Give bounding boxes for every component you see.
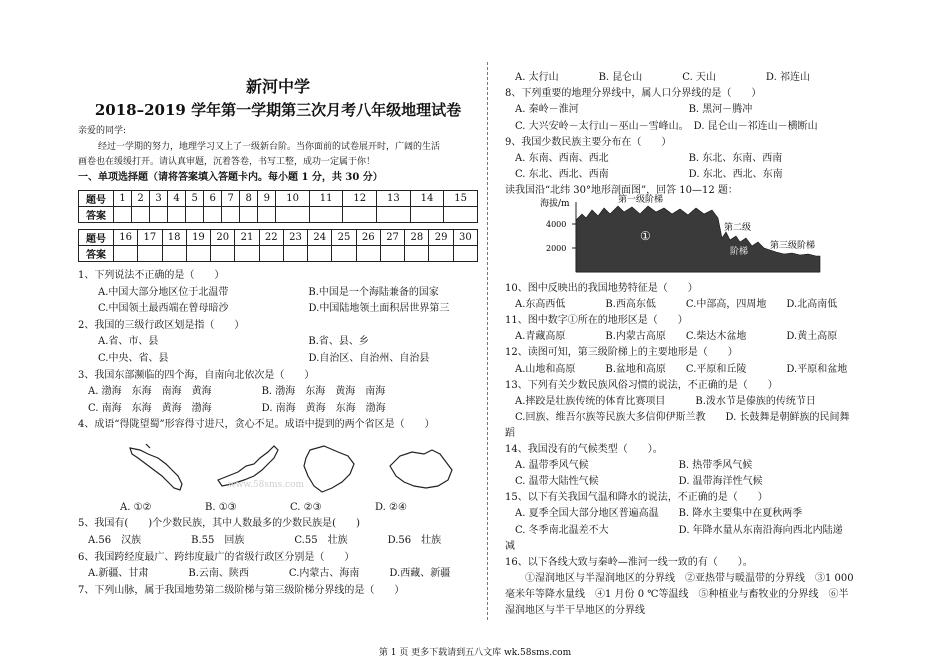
answer-cell[interactable] — [429, 246, 453, 262]
question-number-cell: 20 — [211, 230, 235, 246]
question-line: 毫米年等降水量线 ④1 月份 0 ℃等温线 ⑤种植业与畜牧业的分界线 ⑥半 — [505, 588, 849, 600]
question-line: A.中国大部分地区位于北温带 B.中国是一个海陆兼备的国家 — [78, 286, 439, 298]
answer-cell[interactable] — [309, 207, 343, 223]
map-option-b: B. ①③ — [205, 502, 237, 513]
question-number-cell: 26 — [356, 230, 380, 246]
question-line: 9、我国少数民族主要分布在（ ） — [505, 136, 672, 148]
answer-cell[interactable] — [377, 207, 411, 223]
answer-cell[interactable] — [343, 207, 377, 223]
question-line: A.青藏高原 B.内蒙古高原 C.柴达木盆地 D.黄土高原 — [505, 331, 838, 343]
question-line: C.回族、维吾尔族等民族大多信仰伊斯兰教 D. 长鼓舞是朝鲜族的民间舞 — [505, 411, 850, 423]
question-number-cell: 30 — [453, 230, 477, 246]
question-line: 6、我国跨经度最广、跨纬度最广的省级行政区分别是（ ） — [78, 551, 355, 563]
table-label-num: 题号 — [79, 191, 114, 207]
profile-tick-label-2000: 2000 — [546, 244, 567, 253]
question-line: C. 南海 东海 黄海 渤海 D. 南海 黄海 东海 渤海 — [78, 402, 386, 414]
question-line: A. 温带季风气候 B. 热带季风气候 — [505, 460, 753, 472]
question-line: A.摔跤是壮族传统的体育比赛项目 B.泼水节是傣族的传统节日 — [505, 395, 816, 407]
question-number-cell: 13 — [377, 191, 411, 207]
question-number-cell: 2 — [132, 191, 150, 207]
question-number-cell: 27 — [380, 230, 404, 246]
answer-cell[interactable] — [380, 246, 404, 262]
exam-subtitle: 2018–2019 学年第一学期第三次月考八年级地理试卷 — [94, 101, 462, 119]
province-map-sichuan — [304, 446, 354, 492]
answer-cell[interactable] — [453, 246, 477, 262]
answer-cell[interactable] — [168, 207, 186, 223]
question-line: ①湿润地区与半湿润地区的分界线 ②亚热带与暖温带的分界线 ③1 000 — [505, 572, 854, 584]
map-option-c: C. ②③ — [290, 502, 322, 513]
question-line: 13、下列有关少数民族风俗习惯的说法，不正确的是（ ） — [505, 379, 778, 391]
answer-cell[interactable] — [150, 207, 168, 223]
question-line: A.新疆、甘肃 B.云南、陕西 C.内蒙古、海南 D.西藏、新疆 — [78, 568, 451, 580]
question-line: 8、下列重要的地理分界线中，属人口分界线的是（ ） — [505, 88, 762, 100]
profile-marker-1: ① — [640, 229, 651, 243]
question-line: C.中央、省、县 D.自治区、自治州、自治县 — [78, 353, 430, 364]
answer-cell[interactable] — [211, 246, 235, 262]
question-line: 15、以下有关我国气温和降水的说法，不正确的是（ ） — [505, 492, 768, 504]
answer-cell[interactable] — [204, 207, 222, 223]
answer-cell[interactable] — [259, 246, 283, 262]
question-line: 1、下列说法不正确的是（ ） — [78, 270, 225, 281]
question-number-cell: 7 — [222, 191, 240, 207]
question-line: 2、我国的三级行政区划是指（ ） — [78, 319, 245, 331]
profile-tick-label-4000: 4000 — [546, 220, 567, 229]
table-label-num: 题号 — [79, 230, 114, 246]
answer-cell[interactable] — [222, 207, 240, 223]
profile-step2-label-b: 阶梯 — [730, 247, 749, 257]
question-number-cell: 19 — [186, 230, 210, 246]
question-line: 14、我国没有的气候类型（ ）。 — [505, 444, 663, 455]
answer-cell[interactable] — [138, 246, 162, 262]
question-line: A.56 汉族 B.55 回族 C.55 壮族 D.56 壮族 — [78, 534, 442, 546]
question-number-cell: 5 — [186, 191, 204, 207]
answer-cell[interactable] — [332, 246, 356, 262]
answer-sheet-table-1 — [78, 190, 478, 223]
question-number-cell: 4 — [168, 191, 186, 207]
answer-cell[interactable] — [114, 207, 132, 223]
column-divider — [487, 62, 488, 620]
question-number-cell: 25 — [332, 230, 356, 246]
answer-cell[interactable] — [276, 207, 310, 223]
answer-cell[interactable] — [283, 246, 307, 262]
question-number-cell: 6 — [204, 191, 222, 207]
question-number-cell: 10 — [276, 191, 310, 207]
intro-line2: 画卷也在缓缓打开。请认真审题，沉着答卷，书写工整，成功一定属于你！ — [78, 157, 376, 167]
question-number-cell: 11 — [309, 191, 343, 207]
province-map-xinjiang — [390, 450, 452, 488]
page-footer: 第 1 页 更多下载请到五八文库 wk.58sms.com — [378, 648, 572, 658]
question-number-cell: 16 — [114, 230, 138, 246]
question-line: A.省、市、县 B.省、县、乡 — [78, 336, 369, 348]
question-number-cell: 12 — [343, 191, 377, 207]
terrain-silhouette — [576, 206, 820, 272]
question-number-cell: 3 — [150, 191, 168, 207]
question-line: A. 太行山 B. 昆仑山 C. 天山 D. 祁连山 — [505, 72, 810, 83]
answer-cell[interactable] — [356, 246, 380, 262]
map-option-a: A. ①② — [120, 502, 152, 513]
question-number-cell: 15 — [444, 191, 478, 207]
answer-cell[interactable] — [186, 246, 210, 262]
answer-cell[interactable] — [308, 246, 332, 262]
question-line: C. 温带大陆性气候 D. 温带海洋性气候 — [505, 476, 763, 488]
answer-cell[interactable] — [405, 246, 429, 262]
question-number-cell: 17 — [138, 230, 162, 246]
question-line: A. 东南、西南、西北 B. 东北、东南、西南 — [505, 153, 783, 164]
profile-step1-label: 第一级阶梯 — [618, 195, 664, 205]
question-line: 10、图中反映出的我国地势特征是（ ） — [505, 283, 698, 294]
question-number-cell: 9 — [258, 191, 276, 207]
answer-cell[interactable] — [186, 207, 204, 223]
answer-cell[interactable] — [162, 246, 186, 262]
question-number-cell: 24 — [308, 230, 332, 246]
question-number-cell: 29 — [429, 230, 453, 246]
question-line: A.东高西低 B.西高东低 C.中部高，四周地 D.北高南低 — [505, 299, 838, 311]
question-line: 4、成语“得陇望蜀”形容得寸进尺，贪心不足。成语中提到的两个省区是（ ） — [78, 419, 435, 431]
question-line: 16、以下各线大致与秦岭—淮河一线一致的有（ ）。 — [505, 556, 753, 568]
question-line: 5、我国有( )个少数民族，其中人数最多的少数民族是( ) — [78, 518, 360, 529]
profile-step3-label: 第三级阶梯 — [770, 241, 816, 251]
intro-line1: 经过一学期的努力，地理学习又上了一级新台阶。当你面前的试卷展开时，广阔的生活 — [98, 142, 441, 152]
question-number-cell: 23 — [283, 230, 307, 246]
question-line: A. 夏季全国大部分地区普遍高温 B. 降水主要集中在夏秋两季 — [505, 508, 803, 520]
map-option-d: D. ②④ — [375, 502, 407, 513]
answer-cell[interactable] — [240, 207, 258, 223]
section-heading: 一、单项选择题（请将答案填入答题卡内。每小题 1 分，共 30 分） — [78, 172, 383, 183]
question-line: 12、读图可知，第三级阶梯上的主要地形是（ ） — [505, 347, 738, 359]
question-line: 11、图中数字①所在的地形区是（ ） — [505, 315, 688, 327]
province-map-gansu — [130, 444, 182, 490]
question-line: 3、我国东部濒临的四个海，自南向北依次是（ ） — [78, 369, 315, 381]
question-number-cell: 21 — [235, 230, 259, 246]
terrain-profile — [540, 190, 825, 276]
profile-step2-label-a: 第二级 — [724, 223, 752, 233]
question-number-cell: 8 — [240, 191, 258, 207]
question-number-cell: 1 — [114, 191, 132, 207]
question-line: 湿润地区与半干旱地区的分界线 — [505, 605, 645, 616]
answer-cell[interactable] — [235, 246, 259, 262]
answer-cell[interactable] — [132, 207, 150, 223]
table-label-ans: 答案 — [79, 246, 114, 262]
question-number-cell: 22 — [259, 230, 283, 246]
answer-cell[interactable] — [410, 207, 444, 223]
question-number-cell: 14 — [410, 191, 444, 207]
question-number-cell: 18 — [162, 230, 186, 246]
intro-greeting: 亲爱的同学: — [78, 126, 127, 136]
answer-sheet-table-2 — [78, 229, 478, 262]
question-line: 蹈 — [505, 427, 515, 439]
question-line: C. 大兴安岭－太行山－巫山－雪峰山。 D. 昆仑山－祁连山－横断山 — [505, 120, 818, 132]
question-line: 7、下列山脉，属于我国地势第二级阶梯与第三级阶梯分界线的是（ ） — [78, 585, 405, 597]
question-line: 减 — [505, 540, 515, 552]
answer-cell[interactable] — [444, 207, 478, 223]
profile-ylabel: 海拔/m — [540, 199, 570, 209]
question-line: A. 渤海 东海 南海 黄海 B. 渤海 东海 黄海 南海 — [78, 386, 386, 398]
table-label-ans: 答案 — [79, 207, 114, 223]
question-line: A.山地和高原 B.盆地和高原 C.平原和丘陵 D.平原和盆地 — [505, 363, 848, 375]
question-line: C. 东北、西北、西南 D. 东北、西北、东南 — [505, 169, 783, 181]
question-line: A. 秦岭－淮河 B. 黑河－腾冲 — [505, 104, 753, 116]
question-line: C.中国领土最西端在曾母暗沙 D.中国陆地领土面积居世界第三 — [78, 303, 450, 315]
page-title: 新河中学 — [245, 77, 310, 96]
answer-cell[interactable] — [258, 207, 276, 223]
question-number-cell: 28 — [405, 230, 429, 246]
question-line: C. 冬季南北温差不大 D. 年降水量从东南沿海向西北内陆递 — [505, 524, 843, 536]
answer-cell[interactable] — [114, 246, 138, 262]
map-watermark: www.58sms.com — [228, 480, 304, 490]
question-line: 读我国沿“北纬 30°地形剖面图”，回答 10—12 题： — [505, 185, 738, 197]
